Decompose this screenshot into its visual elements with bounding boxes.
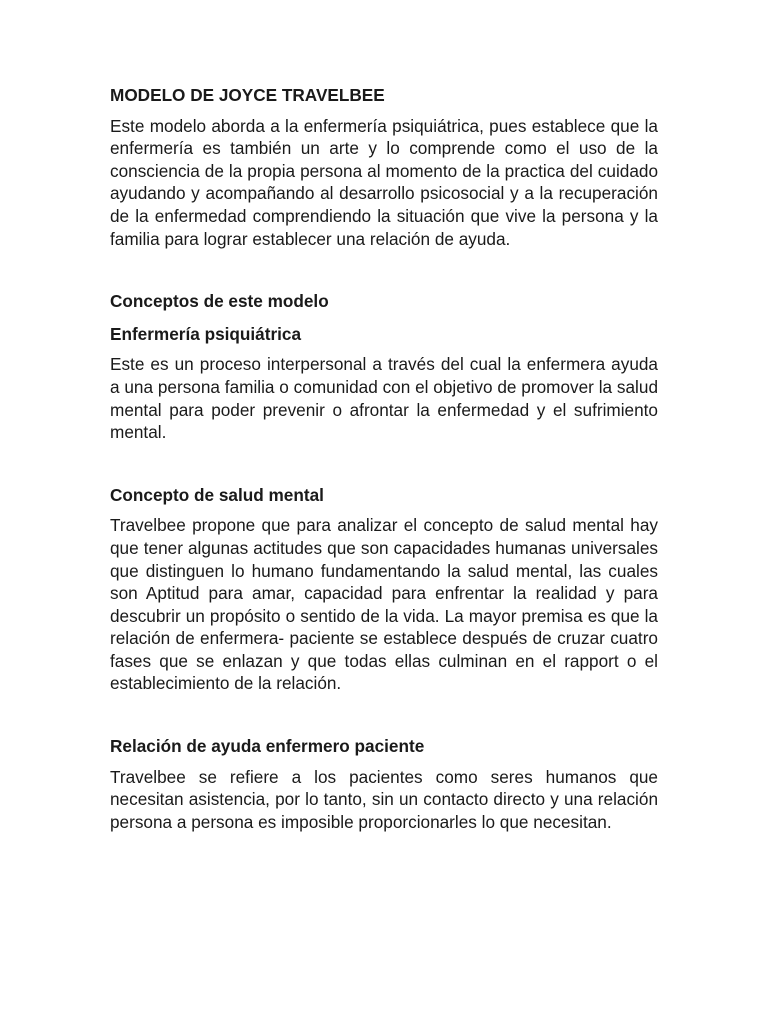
intro-paragraph: Este modelo aborda a la enfermería psiquiátrica, pues establece que la enfermería es también un arte y lo comprende como el uso de la consciencia de la propia persona al momento de la practica del cuidado ayudando y acompañando al desarrollo psicosocial y a la recuperación de la enfermedad comprendiendo la situación que vive la persona y la familia para lograr establecer una relación de ayuda.: [110, 115, 658, 249]
section-heading-salud-mental: Concepto de salud mental: [110, 484, 324, 505]
section-body-enfermeria-psiquiatrica: Este es un proceso interpersonal a través del cual la enfermera ayuda a una persona familia o comunidad con el objetivo de promover la salud mental para poder prevenir o afrontar la enfermedad y el sufrimiento mental.: [110, 354, 658, 443]
section-heading-enfermeria-psiquiatrica: Enfermería psiquiátrica: [110, 323, 302, 344]
section-heading-relacion-ayuda: Relación de ayuda enfermero paciente: [110, 736, 425, 757]
document-title: MODELO DE JOYCE TRAVELBEE: [110, 85, 385, 105]
section-body-relacion-ayuda: Travelbee se refiere a los pacientes como seres humanos que necesitan asistencia, por lo tanto, sin un contacto directo y una relación persona a persona es imposible proporcionarles lo que necesitan.: [110, 766, 658, 832]
concepts-heading: Conceptos de este modelo: [110, 291, 329, 312]
document-page: [110, 84, 658, 833]
section-body-salud-mental: Travelbee propone que para analizar el concepto de salud mental hay que tener algunas actitudes que son capacidades humanas universales que distinguen lo humano fundamentando la salud mental, las cuales son Aptitud para amar, capacidad para enfrentar la realidad y para descubrir un propósito o sentido de la vida. La mayor premisa es que la relación de enfermera- paciente se establece después de cruzar cuatro fases que se enlazan y que todas ellas culminan en el rapport o el establecimiento de la relación.: [110, 515, 658, 694]
